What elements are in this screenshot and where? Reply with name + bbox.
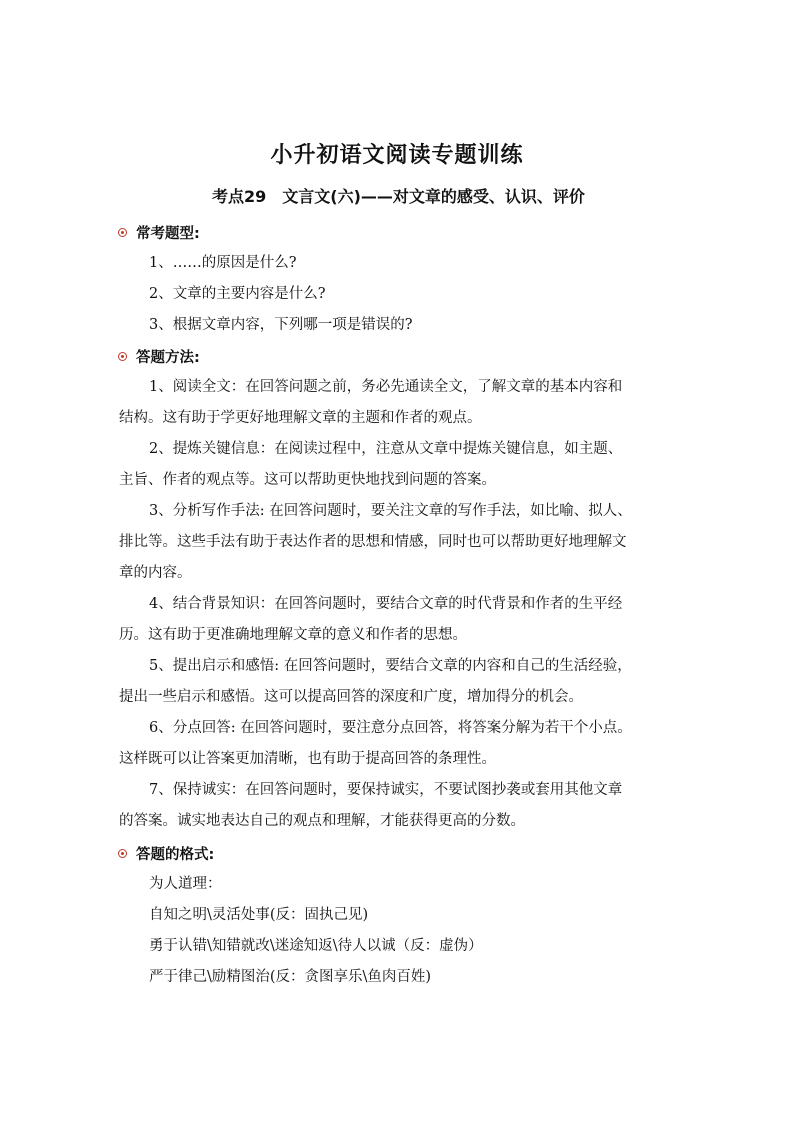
bullet-icon	[118, 352, 127, 361]
question-type-item: 1、……的原因是什么?	[149, 255, 297, 271]
question-type-item: 3、根据文章内容，下列哪一项是错误的?	[149, 317, 413, 333]
method-line: 历。这有助于更准确地理解文章的意义和作者的思想。	[119, 627, 467, 643]
method-line: 6、分点回答: 在回答问题时，要注意分点回答，将答案分解为若干个小点。	[149, 720, 632, 736]
method-line: 4、结合背景知识：在回答问题时，要结合文章的时代背景和作者的生平经	[149, 596, 623, 612]
section-heading-methods	[118, 346, 200, 367]
bullet-icon	[118, 849, 127, 858]
section-heading-text: 常考题型:	[136, 226, 200, 242]
method-line: 结构。这有助于学更好地理解文章的主题和作者的观点。	[119, 410, 482, 426]
format-line: 勇于认错\知错就改\迷途知返\待人以诚（反：虚伪）	[149, 938, 483, 954]
method-line: 的答案。诚实地表达自己的观点和理解，才能获得更高的分数。	[119, 813, 525, 829]
method-line: 提出一些启示和感悟。这可以提高回答的深度和广度，增加得分的机会。	[119, 689, 583, 705]
method-line: 主旨、作者的观点等。这可以帮助更快地找到问题的答案。	[119, 472, 496, 488]
bullet-icon	[118, 228, 127, 237]
page-subtitle: 考点29 文言文(六)——对文章的感受、认识、评价	[212, 187, 585, 206]
section-heading-types	[118, 222, 200, 243]
method-line: 1、阅读全文：在回答问题之前，务必先通读全文，了解文章的基本内容和	[149, 379, 623, 395]
format-line: 为人道理：	[149, 876, 222, 892]
question-type-item: 2、文章的主要内容是什么?	[149, 286, 326, 302]
method-line: 2、提炼关键信息：在阅读过程中，注意从文章中提炼关键信息，如主题、	[149, 441, 623, 457]
method-line: 排比等。这些手法有助于表达作者的思想和情感，同时也可以帮助更好地理解文	[119, 534, 627, 550]
section-heading-text: 答题的格式:	[136, 847, 215, 863]
method-line: 7、保持诚实：在回答问题时，要保持诚实，不要试图抄袭或套用其他文章	[149, 782, 623, 798]
format-line: 自知之明\灵活处事(反：固执己见)	[149, 907, 369, 923]
method-line: 3、分析写作手法: 在回答问题时，要关注文章的写作手法，如比喻、拟人、	[149, 503, 632, 519]
method-line: 这样既可以让答案更加清晰，也有助于提高回答的条理性。	[119, 751, 496, 767]
format-line: 严于律己\励精图治(反：贪图享乐\鱼肉百姓)	[149, 969, 432, 985]
method-line: 章的内容。	[119, 565, 192, 581]
section-heading-text: 答题方法:	[136, 350, 200, 366]
page-title: 小升初语文阅读专题训练	[270, 143, 524, 168]
method-line: 5、提出启示和感悟: 在回答问题时，要结合文章的内容和自己的生活经验，	[149, 658, 632, 674]
section-heading-format	[118, 843, 214, 864]
